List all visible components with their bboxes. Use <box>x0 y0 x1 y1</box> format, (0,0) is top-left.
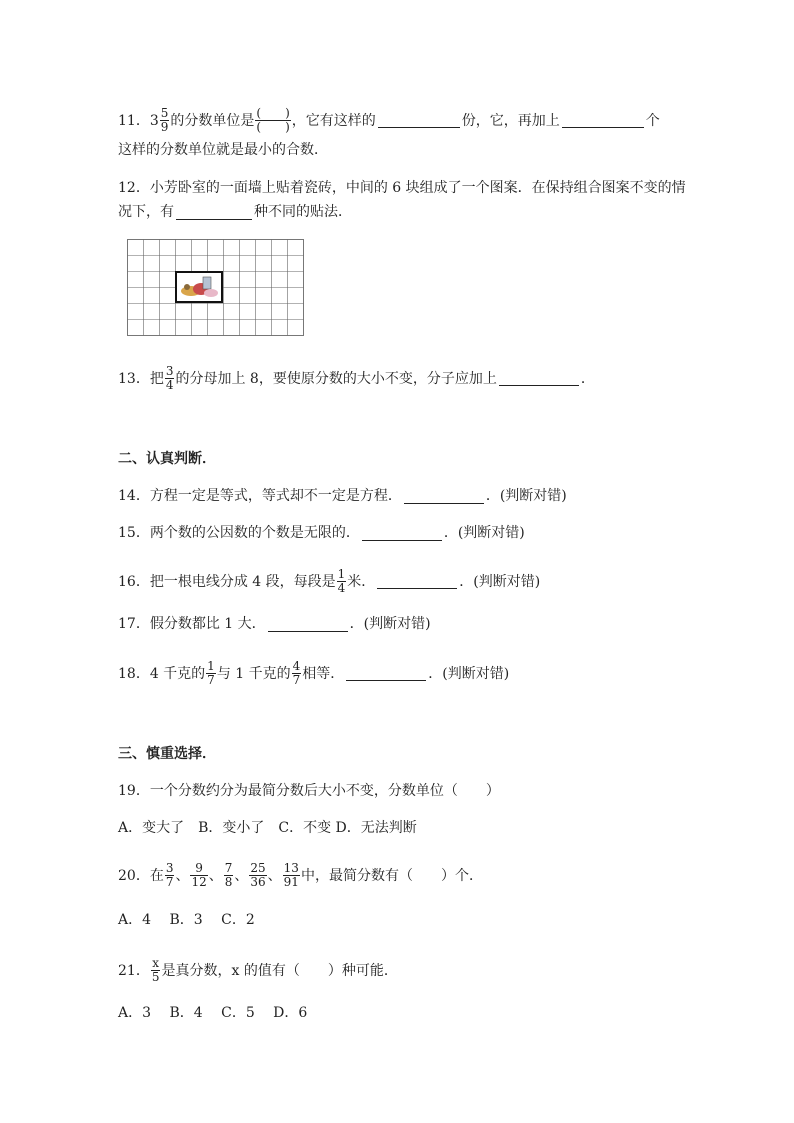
question-21-options[interactable]: A．3 B．4 C．5 D．6 <box>118 1005 308 1021</box>
q18-fraction-2-numerator: 4 <box>292 659 301 673</box>
q18-fraction-2 <box>292 660 302 687</box>
tile-pattern-image <box>175 271 223 303</box>
q21-numerator: x <box>152 956 160 970</box>
q11-number: 11． <box>118 112 150 129</box>
question-19: 19．一个分数约分为最简分数后大小不变，分数单位（ ） <box>118 783 500 799</box>
q18-tail: ．(判断对错) <box>428 665 510 682</box>
question-12-line-2 <box>118 202 352 222</box>
q18-text-3: 相等． <box>302 665 345 682</box>
q20-fraction-4 <box>249 862 266 889</box>
section-2-heading: 二、认真判断． <box>118 451 216 467</box>
question-12: 12．小芳卧室的一面墙上贴着瓷砖，中间的 6 块组成了一个图案．在保持组合图案不变的情 <box>118 180 686 196</box>
q21-denominator: 5 <box>151 970 160 984</box>
q21-text: 是真分数，x 的值有（ ）种可能． <box>161 962 398 979</box>
q13-numerator: 3 <box>165 364 174 378</box>
q20-separator: 、 <box>234 867 249 884</box>
q21-number: 21． <box>118 962 150 979</box>
q16-tail: ．(判断对错) <box>459 573 541 590</box>
q18-answer-blank[interactable] <box>346 666 426 681</box>
q20-fraction-2-numerator: 9 <box>195 861 203 875</box>
q17-answer-blank[interactable] <box>268 617 348 632</box>
q15-text: 15．两个数的公因数的个数是无限的． <box>118 525 360 541</box>
q20-separator: 、 <box>267 867 282 884</box>
q18-text-2: 与 1 千克的 <box>216 665 291 682</box>
q18-fraction-1-denominator: 7 <box>207 673 215 687</box>
q20-fraction-4-numerator: 25 <box>250 861 266 875</box>
q11-answer-numerator: ( ) <box>256 106 290 120</box>
q12-answer-blank[interactable] <box>176 205 252 220</box>
q20-separator: 、 <box>208 867 223 884</box>
q11-fraction <box>160 107 170 134</box>
q16-denominator: 4 <box>337 581 346 595</box>
q18-text-1: 18．4 千克的 <box>118 665 206 682</box>
q18-fraction-1-numerator: 1 <box>207 659 215 673</box>
q20-fraction-3 <box>224 862 234 889</box>
q20-fraction-5-denominator: 91 <box>283 875 299 889</box>
tile-wall-grid <box>127 239 305 341</box>
q11-text-1: 的分数单位是 <box>170 112 255 129</box>
q11-answer-blank-2[interactable] <box>562 113 644 128</box>
question-19-options[interactable]: A．变大了 B．变小了 C．不变 D．无法判断 <box>118 820 417 836</box>
q20-text-2: 中，最简分数有（ ）个． <box>300 867 483 884</box>
question-18 <box>118 660 509 687</box>
q20-fraction-2-denominator: 12 <box>191 875 207 889</box>
q11-text-3: 份，它，再加上 <box>461 112 560 129</box>
q13-text-1: 13．把 <box>118 370 164 387</box>
q20-fraction-3-numerator: 7 <box>224 861 233 875</box>
q11-denominator: 9 <box>160 120 169 134</box>
q14-answer-blank[interactable] <box>404 489 484 504</box>
q16-fraction <box>337 568 347 595</box>
q16-text-1: 16．把一根电线分成 4 段，每段是 <box>118 573 336 590</box>
question-13 <box>118 365 595 392</box>
q11-answer-fraction <box>255 107 290 134</box>
q16-answer-blank[interactable] <box>377 574 457 589</box>
q20-separator: 、 <box>175 867 190 884</box>
q17-tail: ．(判断对错) <box>349 616 431 632</box>
q11-answer-blank-1[interactable] <box>378 113 460 128</box>
q16-numerator: 1 <box>337 567 346 581</box>
question-15 <box>118 523 525 543</box>
q20-fraction-1-numerator: 3 <box>165 861 174 875</box>
q14-tail: ．(判断对错) <box>485 488 567 504</box>
q16-text-2: 米． <box>347 573 376 590</box>
q13-answer-blank[interactable] <box>499 371 579 386</box>
question-16 <box>118 568 540 595</box>
q20-fraction-5-numerator: 13 <box>283 861 299 875</box>
q15-tail: ．(判断对错) <box>443 525 525 541</box>
q20-fraction-3-denominator: 8 <box>224 875 233 889</box>
question-20-options[interactable]: A．4 B．3 C．2 <box>118 912 255 928</box>
q18-fraction-2-denominator: 7 <box>292 673 301 687</box>
q18-fraction-1 <box>206 660 216 687</box>
question-21 <box>118 957 398 984</box>
question-14 <box>118 486 567 506</box>
q21-fraction <box>151 957 161 984</box>
q20-fraction-4-denominator: 36 <box>250 875 266 889</box>
q12-text-2: 种不同的贴法． <box>254 204 352 220</box>
q13-text-2: 的分母加上 8，要使原分数的大小不变，分子应加上 <box>175 370 497 387</box>
question-20 <box>118 862 483 889</box>
q20-fraction-5 <box>283 862 300 889</box>
q13-text-3: ． <box>580 370 595 387</box>
question-11-line-2: 这样的分数单位就是最小的合数． <box>118 142 328 158</box>
q11-text-4: 个 <box>645 112 660 129</box>
question-11 <box>118 107 660 134</box>
q20-fraction-1-denominator: 7 <box>165 875 174 889</box>
q20-fraction-1 <box>165 862 175 889</box>
section-3-heading: 三、慎重选择． <box>118 746 216 762</box>
q11-text-2: ，它有这样的 <box>291 112 376 129</box>
pattern-illustration-icon <box>177 273 221 301</box>
q11-answer-denominator: ( ) <box>256 120 290 134</box>
q11-numerator: 5 <box>160 106 169 120</box>
q13-denominator: 4 <box>165 378 174 392</box>
q17-text: 17．假分数都比 1 大． <box>118 616 266 632</box>
q12-text-1: 况下，有 <box>118 204 174 220</box>
q11-mixed-number <box>150 107 171 134</box>
q11-whole: 3 <box>149 112 159 129</box>
q15-answer-blank[interactable] <box>362 526 442 541</box>
q20-text-1: 20．在 <box>118 867 164 884</box>
question-17 <box>118 614 431 634</box>
q14-text: 14．方程一定是等式，等式却不一定是方程． <box>118 488 402 504</box>
q20-fraction-2 <box>190 862 207 889</box>
q13-fraction <box>165 365 175 392</box>
